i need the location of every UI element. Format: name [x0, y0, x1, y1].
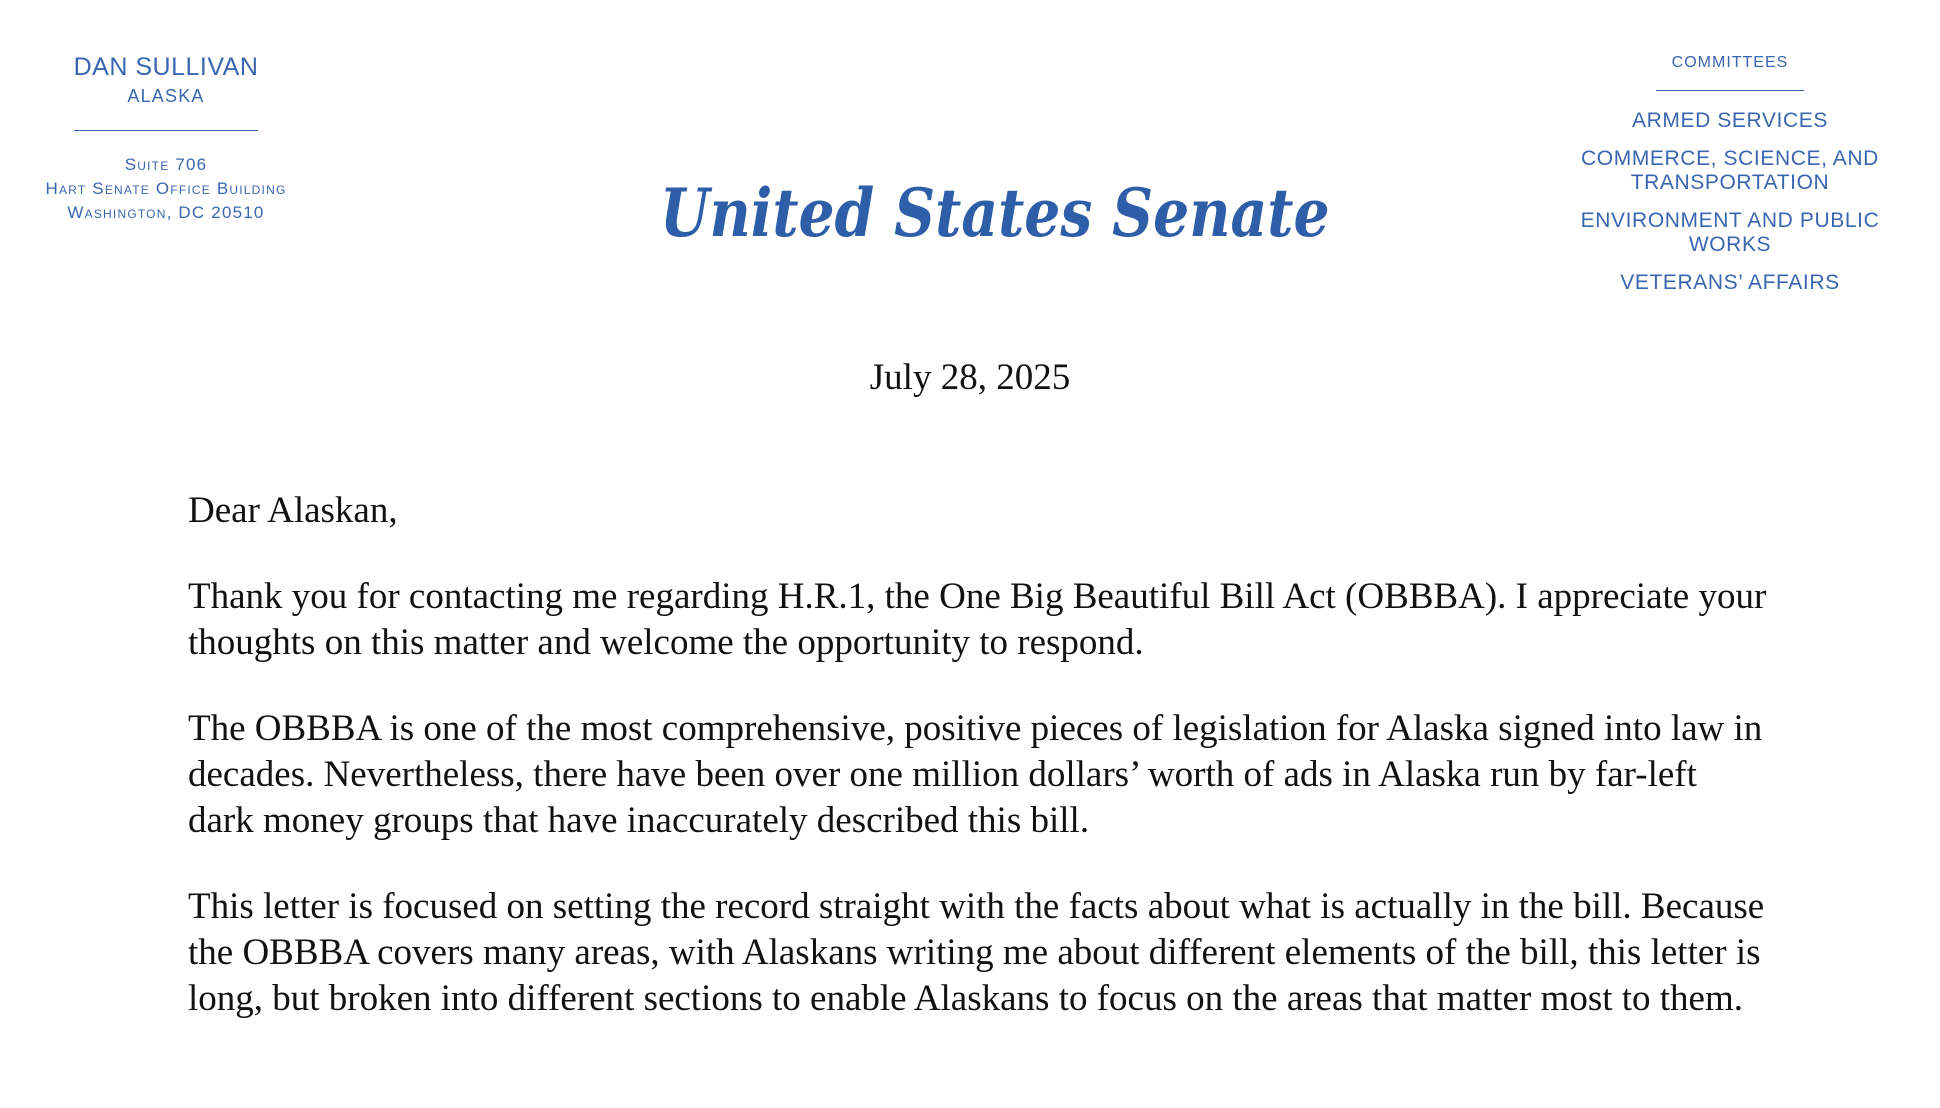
committee-item: VETERANS’ AFFAIRS	[1620, 271, 1840, 294]
divider	[74, 130, 258, 131]
senator-name: DAN SULLIVAN	[73, 53, 259, 81]
committee-item: COMMERCE, SCIENCE, AND TRANSPORTATION	[1581, 147, 1879, 194]
paragraph: Thank you for contacting me regarding H.R.1, the One Big Beautiful Bill Act (OBBBA). I appreciate your thoughts on this matter and welcome the opportunity to respond.	[188, 576, 1767, 663]
divider	[1656, 90, 1804, 91]
senator-state: ALASKA	[127, 86, 205, 106]
address-line-2: Hart Senate Office Building	[45, 179, 287, 198]
salutation: Dear Alaskan,	[188, 490, 398, 531]
committees-block	[1560, 52, 1900, 309]
senator-block	[0, 52, 332, 225]
paragraph: This letter is focused on setting the record straight with the facts about what is actually in the bill. Because the OBBBA covers many areas, with Alaskans writing me about different elements of the bill, this letter is long, but broken into different sections to enable Alaskans to focus on the areas that matter most to them.	[188, 886, 1765, 1019]
committee-item: ENVIRONMENT AND PUBLIC WORKS	[1580, 209, 1880, 256]
committee-item: ARMED SERVICES	[1632, 109, 1828, 132]
institution-wordmark: United States Senate	[660, 174, 1330, 252]
paragraph: The OBBBA is one of the most comprehensive, positive pieces of legislation for Alaska signed into law in decades. Nevertheless, there have been over one million dollars’ worth of ads in Alaska run by far-left dark money groups that have inaccurately described this bill.	[188, 708, 1763, 841]
committees-heading: COMMITTEES	[1671, 54, 1789, 71]
letter-date: July 28, 2025	[869, 357, 1071, 398]
letter-body	[188, 488, 1768, 1062]
address-line-3: Washington, DC 20510	[67, 203, 265, 222]
address-line-1: Suite 706	[124, 155, 208, 174]
